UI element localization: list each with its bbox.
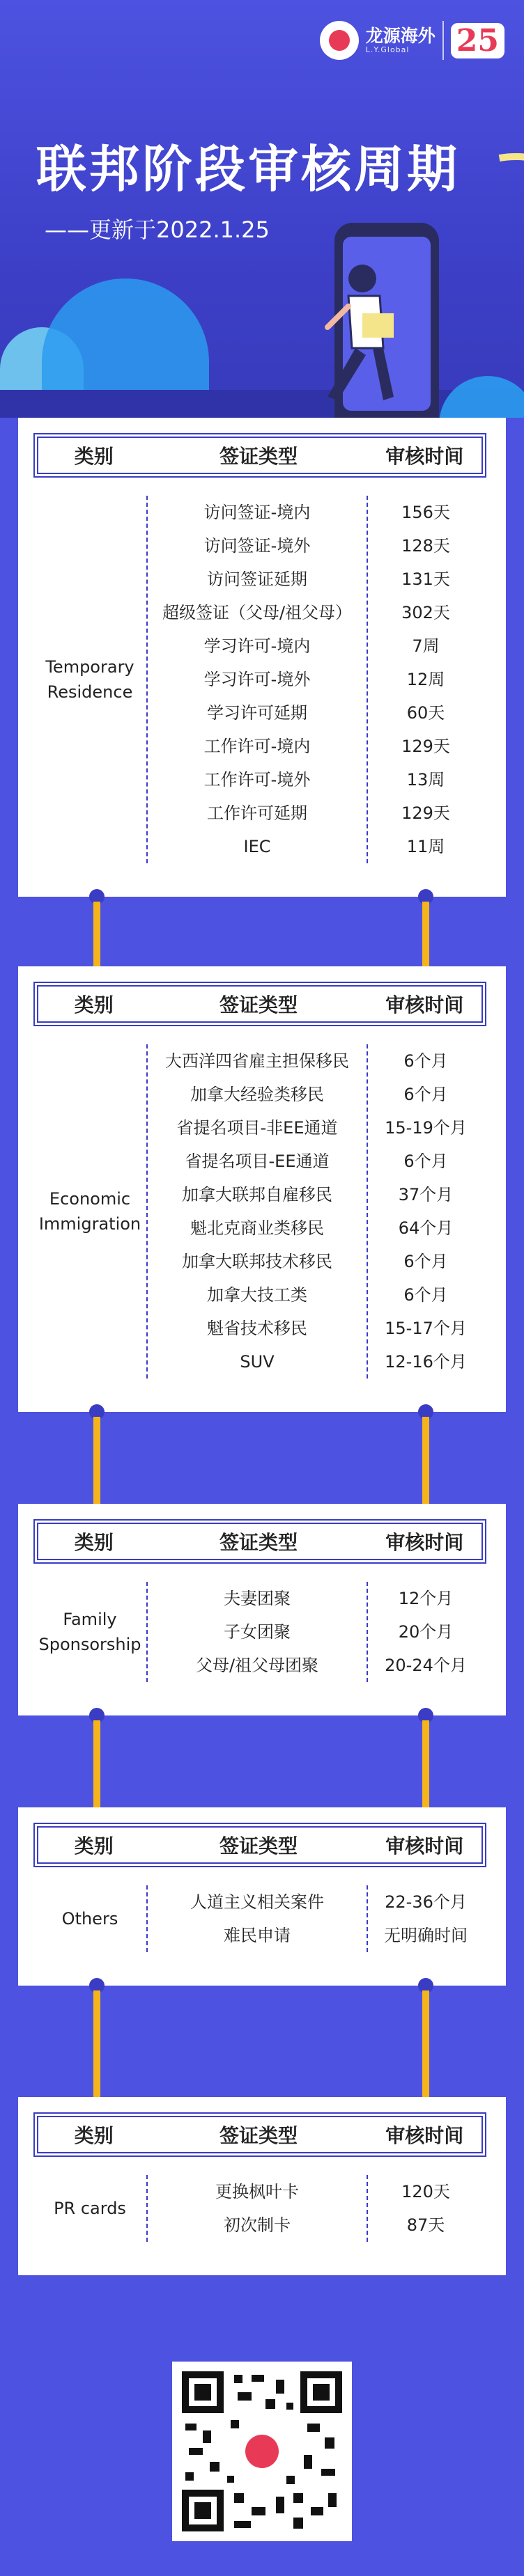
visa-type-cell: 大西洋四省雇主担保移民	[165, 1051, 349, 1071]
column-header: 审核时间	[385, 1835, 464, 1858]
visa-type-column	[146, 2175, 368, 2242]
table-body	[33, 496, 484, 863]
column-header: 类别	[74, 445, 114, 468]
hero-banner	[0, 0, 524, 418]
brand-name-en: L.Y.Global	[365, 45, 410, 54]
processing-time-cell: 无明确时间	[384, 1926, 468, 1945]
table-header	[33, 1823, 486, 1867]
visa-type-cell: 访问签证-境外	[203, 536, 311, 556]
column-header: 签证类型	[219, 1531, 298, 1554]
processing-time-cell: 15-19个月	[385, 1118, 467, 1138]
processing-time-cell: 6个月	[403, 1252, 448, 1271]
qr-code	[172, 2362, 352, 2541]
logo-divider	[442, 21, 444, 60]
visa-type-cell: 工作许可延期	[207, 803, 307, 823]
processing-time-cell: 128天	[401, 536, 450, 556]
category-label: Temporary Residence	[45, 657, 134, 702]
column-header: 签证类型	[219, 2124, 298, 2147]
processing-time-cell: 12周	[406, 670, 445, 689]
processing-time-cell: 6个月	[403, 1051, 448, 1071]
person-illustration	[300, 258, 425, 418]
processing-time-cell: 12个月	[398, 1589, 454, 1608]
processing-time-cell: 6个月	[403, 1152, 448, 1171]
column-header: 签证类型	[219, 445, 298, 468]
visa-type-cell: 访问签证-境内	[203, 503, 311, 522]
column-header: 类别	[74, 2124, 114, 2147]
visa-type-cell: 初次制卡	[224, 2215, 291, 2235]
brand-name-cn: 龙源海外	[365, 26, 436, 47]
visa-type-column	[146, 1044, 368, 1379]
category-label: Others	[61, 1909, 118, 1929]
visa-type-column	[146, 1885, 368, 1952]
brand-mark-icon	[320, 21, 359, 60]
processing-time-cell: 129天	[401, 803, 450, 823]
visa-type-cell: IEC	[243, 837, 271, 856]
visa-type-cell: 父母/祖父母团聚	[195, 1656, 319, 1675]
column-header: 类别	[74, 994, 114, 1016]
visa-type-column	[146, 1582, 368, 1682]
visa-type-cell: 省提名项目-非EE通道	[176, 1118, 338, 1138]
processing-time-column	[368, 2175, 484, 2242]
decor-bush	[439, 376, 524, 418]
processing-time-cell: 15-17个月	[385, 1319, 467, 1338]
visa-type-cell: 魁省技术移民	[207, 1319, 307, 1338]
processing-time-cell: 6个月	[403, 1085, 448, 1104]
processing-time-cell: 11周	[406, 837, 445, 856]
table-card	[18, 1504, 506, 1715]
column-header: 类别	[74, 1835, 114, 1858]
processing-time-cell: 60天	[406, 703, 445, 723]
processing-time-cell: 156天	[401, 503, 450, 522]
processing-time-column	[368, 1044, 484, 1379]
processing-time-cell: 20-24个月	[385, 1656, 467, 1675]
visa-type-cell: 学习许可-境内	[203, 636, 311, 656]
column-header: 审核时间	[385, 2124, 464, 2147]
processing-time-column	[368, 1582, 484, 1682]
processing-time-cell: 12-16个月	[385, 1352, 467, 1372]
category-label: Family Sponsorship	[38, 1610, 141, 1654]
category-label: PR cards	[54, 2199, 126, 2218]
column-header: 签证类型	[219, 994, 298, 1016]
category-label: Economic Immigration	[38, 1189, 141, 1234]
visa-type-cell: 超级签证（父母/祖父母）	[162, 603, 353, 622]
table-body	[33, 2175, 484, 2242]
processing-time-cell: 64个月	[398, 1218, 454, 1238]
table-card	[18, 2097, 506, 2275]
table-header	[33, 982, 486, 1026]
brand-logo	[320, 21, 504, 60]
visa-type-cell: 子女团聚	[224, 1622, 291, 1642]
column-header: 审核时间	[385, 994, 464, 1016]
processing-time-cell: 87天	[406, 2215, 445, 2235]
visa-type-cell: 加拿大联邦技术移民	[182, 1252, 332, 1271]
processing-time-column	[368, 1885, 484, 1952]
processing-time-column	[368, 496, 484, 863]
table-body	[33, 1885, 484, 1952]
column-header: 审核时间	[385, 445, 464, 468]
visa-type-cell: 省提名项目-EE通道	[185, 1152, 330, 1171]
processing-time-cell: 22-36个月	[385, 1892, 467, 1912]
column-header: 审核时间	[385, 1531, 464, 1554]
table-card	[18, 966, 506, 1412]
visa-type-cell: 工作许可-境外	[203, 770, 311, 790]
processing-time-cell: 302天	[401, 603, 450, 622]
table-card	[18, 1807, 506, 1986]
processing-time-cell: 20个月	[398, 1622, 454, 1642]
visa-type-cell: 更换枫叶卡	[215, 2182, 299, 2201]
processing-time-cell: 7周	[412, 636, 440, 656]
visa-type-cell: SUV	[240, 1352, 275, 1372]
visa-type-cell: 人道主义相关案件	[190, 1892, 324, 1912]
visa-type-cell: 访问签证延期	[207, 570, 307, 589]
table-card	[18, 418, 506, 897]
visa-type-cell: 工作许可-境内	[203, 737, 311, 756]
processing-time-cell: 13周	[406, 770, 445, 790]
processing-time-cell: 6个月	[403, 1285, 448, 1305]
visa-type-cell: 学习许可延期	[207, 703, 307, 723]
visa-type-column	[146, 496, 368, 863]
visa-type-cell: 学习许可-境外	[203, 670, 311, 689]
visa-type-cell: 夫妻团聚	[224, 1589, 291, 1608]
page-subtitle: ——更新于2022.1.25	[45, 217, 270, 243]
table-header	[33, 1519, 486, 1564]
visa-type-cell: 加拿大技工类	[207, 1285, 307, 1305]
table-header	[33, 2112, 486, 2157]
table-header	[33, 433, 486, 478]
page-title: 联邦阶段审核周期	[36, 140, 461, 198]
visa-type-cell: 魁北克商业类移民	[190, 1218, 324, 1238]
column-header: 类别	[74, 1531, 114, 1554]
processing-time-cell: 37个月	[398, 1185, 454, 1204]
visa-type-cell: 加拿大经验类移民	[190, 1085, 324, 1104]
column-header: 签证类型	[219, 1835, 298, 1858]
processing-time-cell: 120天	[401, 2182, 450, 2201]
anniversary-badge: 25	[451, 23, 504, 58]
table-body	[33, 1044, 484, 1379]
qr-code-icon	[182, 2371, 342, 2531]
visa-type-cell: 难民申请	[224, 1926, 291, 1945]
processing-time-cell: 129天	[401, 737, 450, 756]
visa-type-cell: 加拿大联邦自雇移民	[182, 1185, 332, 1204]
table-body	[33, 1582, 484, 1682]
processing-time-cell: 131天	[401, 570, 450, 589]
